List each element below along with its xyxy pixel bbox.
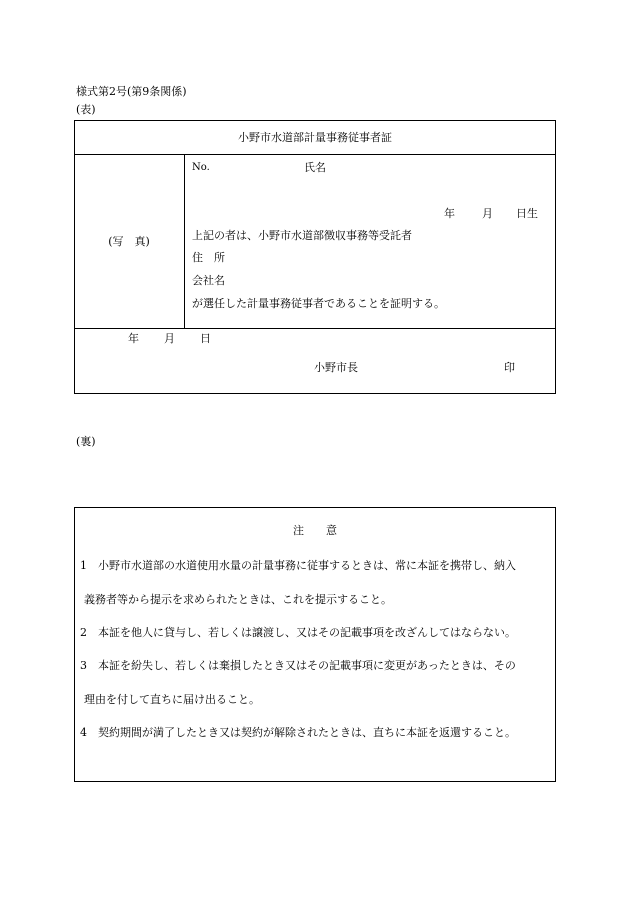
name-label: 氏名 [304,161,326,174]
title-divider [74,154,556,155]
form-number: 様式第2号(第9条関係) [76,85,187,98]
notice-title: 注 意 [293,524,337,537]
photo-divider [184,154,185,329]
notice-item-2: 2 本証を他人に貸与し、若しくは譲渡し、又はその記載事項を改ざんしてはならない。 [80,626,516,639]
seal-mark: 印 [504,361,515,374]
notice-item-3-line-1: 3 本証を紛失し、若しくは棄損したとき又はその記載事項に変更があったときは、その [80,659,516,672]
front-side-label: (表) [76,103,96,116]
body-divider [74,328,556,329]
back-side-label: (裏) [76,435,96,448]
birth-month-label: 月 [482,207,493,220]
notice-item-1-line-2: 義務者等から提示を求められたときは、これを提示すること。 [84,593,392,606]
statement-line-2: が選任した計量事務従事者であることを証明する。 [192,297,445,310]
birth-year-label: 年 [444,207,455,220]
no-label: No. [192,162,210,173]
issue-month-label: 月 [164,332,175,345]
notice-item-3-line-2: 理由を付して直ちに届け出ること。 [84,693,260,706]
statement-line-1: 上記の者は、小野市水道部徴収事務等受託者 [192,229,412,242]
notice-item-1-line-1: 1 小野市水道部の水道使用水量の計量事務に従事するときは、常に本証を携帯し、納入 [80,559,516,572]
back-card-border [74,507,556,782]
notice-item-4: 4 契約期間が満了したとき又は契約が解除されたときは、直ちに本証を返還すること。 [80,726,516,739]
address-label: 住 所 [192,251,225,264]
card-title: 小野市水道部計量事務従事者証 [238,131,392,144]
issue-day-label: 日 [200,332,211,345]
issuer-label: 小野市長 [314,361,358,374]
issue-year-label: 年 [128,332,139,345]
company-label: 会社名 [192,274,225,287]
birth-day-label: 日生 [516,207,538,220]
photo-placeholder: (写 真) [108,235,150,248]
